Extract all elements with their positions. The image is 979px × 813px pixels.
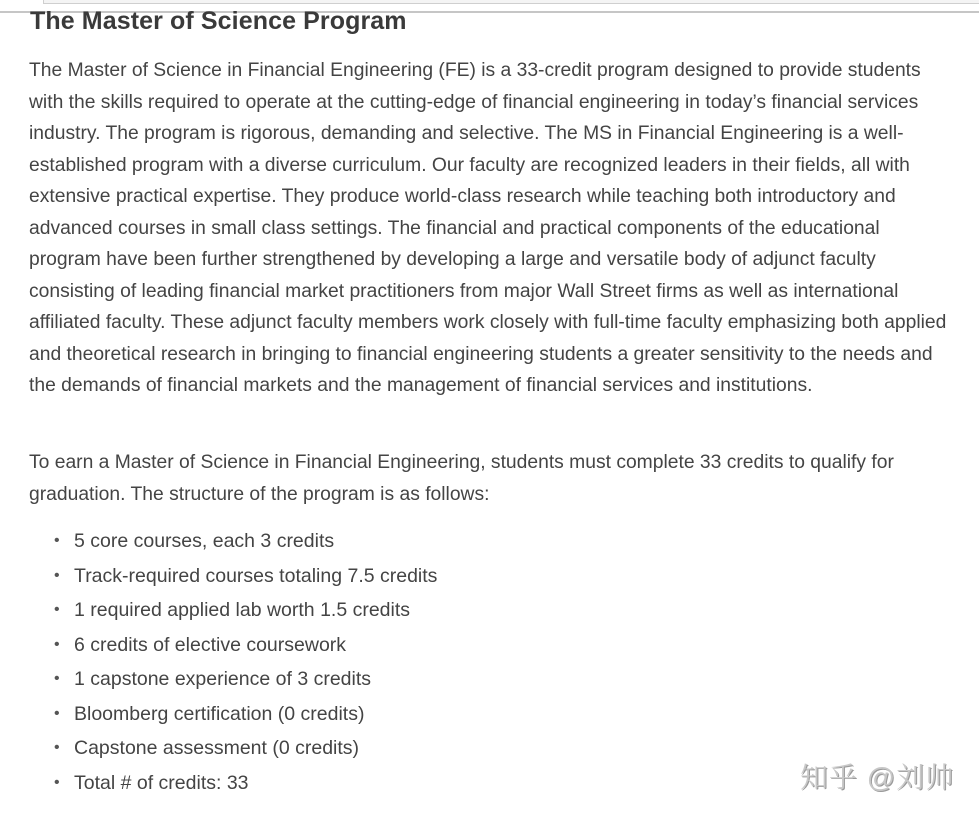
program-description-paragraph: The Master of Science in Financial Engineering (FE) is a 33-credit program designed to provide students with the skills required to operate at the cutting-edge of financial engineering in today’s financial services industry. The program is rigorous, demanding and selective. The MS in Financial Engineering is a well-established program with a diverse curriculum. Our faculty are recognized leaders in their fields, all with extensive practical expertise. They produce world-class research while teaching both introductory and advanced courses in small class settings. The financial and practical components of the educational program have been further strengthened by developing a large and versatile body of adjunct faculty consisting of leading financial market practitioners from major Wall Street firms as well as international affiliated faculty. These adjunct faculty members work closely with full-time faculty emphasizing both applied and theoretical research in bringing to financial engineering students a greater sensitivity to the needs and the demands of financial markets and the management of financial services and institutions.: [29, 60, 947, 396]
list-item: • 5 core courses, each 3 credits: [52, 524, 437, 559]
list-item: • Track-required courses totaling 7.5 credits: [52, 559, 437, 594]
list-item: • Bloomberg certification (0 credits): [52, 697, 437, 732]
list-item: • Capstone assessment (0 credits): [52, 731, 437, 766]
bullet-icon: •: [54, 739, 60, 756]
program-structure-list: [52, 524, 437, 800]
bullet-icon: •: [54, 601, 60, 618]
list-item: • Total # of credits: 33: [52, 766, 437, 801]
bullet-icon: •: [54, 635, 60, 653]
bullet-icon: •: [54, 704, 60, 722]
list-item: • 6 credits of elective coursework: [52, 628, 437, 663]
zhihu-watermark: 知乎 @刘帅: [800, 762, 955, 793]
page-title: The Master of Science Program: [30, 7, 407, 35]
bullet-icon: •: [54, 566, 60, 584]
list-item: • 1 capstone experience of 3 credits: [52, 662, 437, 697]
list-item: • 1 required applied lab worth 1.5 credits: [52, 593, 437, 628]
bullet-icon: •: [54, 670, 60, 687]
bullet-icon: •: [54, 532, 60, 549]
credit-requirements-paragraph: To earn a Master of Science in Financial Engineering, students must complete 33 credits to qualify for graduation. The structure of the program is as follows:: [29, 452, 894, 505]
address-bar-edge: [43, 0, 979, 4]
bullet-icon: •: [54, 773, 60, 791]
